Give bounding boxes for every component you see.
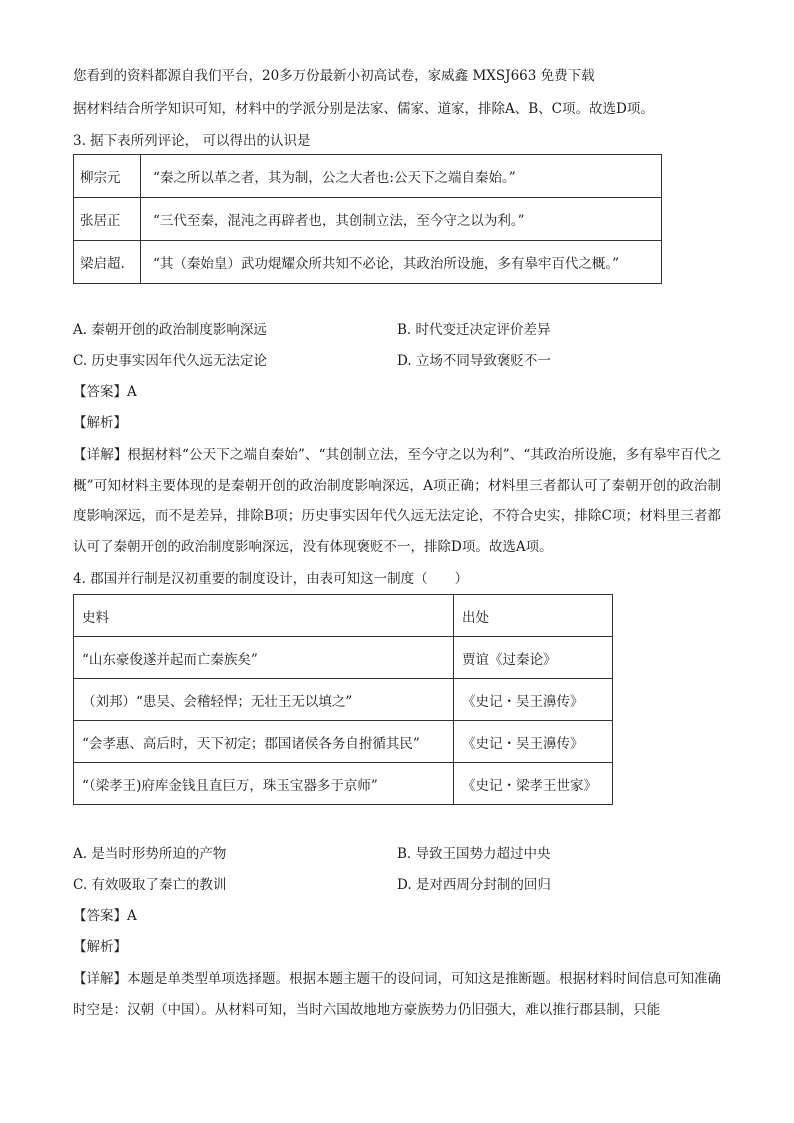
q4-header-source: 出处 [454, 595, 613, 637]
q4-header-material: 史料 [74, 595, 454, 637]
q4-analysis-label: 【解析】 [73, 939, 127, 955]
table-row [74, 763, 613, 805]
previous-conclusion: 据材料结合所学知识可知，材料中的学派分别是法家、儒家、道家，排除A、B、C项。故选D项。 [73, 101, 654, 117]
q4-table [73, 594, 613, 805]
q3-person: 梁启超. [74, 241, 141, 284]
table-row [74, 198, 662, 241]
q3-quote: “其（秦始皇）武功焜耀众所共知不必论，其政治所设施，多有皋牢百代之概。” [141, 241, 662, 284]
q4-option-b[interactable]: B. 导致王国势力超过中央 [397, 846, 551, 862]
q4-source: 《史记・吴王濞传》 [454, 721, 613, 763]
q3-quote: “秦之所以革之者，其为制，公之大者也:公天下之端自秦始。” [141, 155, 662, 198]
table-row [74, 679, 613, 721]
q3-answer: 【答案】A [73, 384, 137, 400]
q3-option-b[interactable]: B. 时代变迁决定评价差异 [397, 322, 551, 338]
q4-material: （刘邦）“患吴、会稽轻悍；无壮王无以填之” [74, 679, 454, 721]
q4-material: “山东豪俊遂并起而亡秦族矣” [74, 637, 454, 679]
q3-option-a[interactable]: A. 秦朝开创的政治制度影响深远 [73, 322, 267, 338]
q3-table [73, 154, 662, 284]
q3-option-d[interactable]: D. 立场不同导致褒贬不一 [397, 353, 551, 369]
q4-source: 《史记・吴王濞传》 [454, 679, 613, 721]
q4-source: 贾谊《过秦论》 [454, 637, 613, 679]
header-promo: 您看到的资料都源自我们平台，20多万份最新小初高试卷，家威鑫 MXSJ663 免费下载 [73, 68, 595, 84]
q4-stem: 4. 郡国并行制是汉初重要的制度设计，由表可知这一制度（ ） [73, 571, 469, 587]
q3-person: 柳宗元 [74, 155, 141, 198]
q4-detail: 【详解】本题是单类型单项选择题。根据本题主题干的设问词，可知这是推断题。根据材料时间信息可知准确时空是：汉朝（中国）。从材料可知，当时六国故地地方豪族势力仍旧强大，难以推行郡县制，只能 [73, 971, 721, 1018]
q4-source: 《史记・梁孝王世家》 [454, 763, 613, 805]
table-row [74, 241, 662, 284]
table-header-row [74, 595, 613, 637]
q3-stem: 3. 据下表所列评论， 可以得出的认识是 [73, 133, 311, 149]
q4-option-d[interactable]: D. 是对西周分封制的回归 [397, 877, 551, 893]
q4-option-c[interactable]: C. 有效吸取了秦亡的教训 [73, 877, 227, 893]
q3-person: 张居正 [74, 198, 141, 241]
q4-material: “（梁孝王)府库金钱且直巨万，珠玉宝器多于京师” [74, 763, 454, 805]
q3-detail: 【详解】根据材料“公天下之端自秦始”、“其创制立法，至今守之以为利”、“其政治所设施，多有皋牢百代之概”可知材料主要体现的是秦朝开创的政治制度影响深远，A项正确；材料里三者都认可了秦朝开创的政治制度影响深远，而不是差异，排除B项；历史事实因年代久远无法定论，不符合史实，排除C项；材料里三者都认可了秦朝开创的政治制度影响深远，没有体现褒贬不一，排除D项。故选A项。 [73, 447, 721, 555]
q4-answer: 【答案】A [73, 908, 137, 924]
table-row [74, 637, 613, 679]
q3-analysis-label: 【解析】 [73, 415, 127, 431]
table-row [74, 721, 613, 763]
q3-quote: “三代至秦，混沌之再辟者也，其创制立法，至今守之以为利。” [141, 198, 662, 241]
q3-option-c[interactable]: C. 历史事实因年代久远无法定论 [73, 353, 267, 369]
table-row [74, 155, 662, 198]
q4-option-a[interactable]: A. 是当时形势所迫的产物 [73, 846, 227, 862]
q4-material: “会孝惠、高后时，天下初定；郡国诸侯各务自拊循其民” [74, 721, 454, 763]
